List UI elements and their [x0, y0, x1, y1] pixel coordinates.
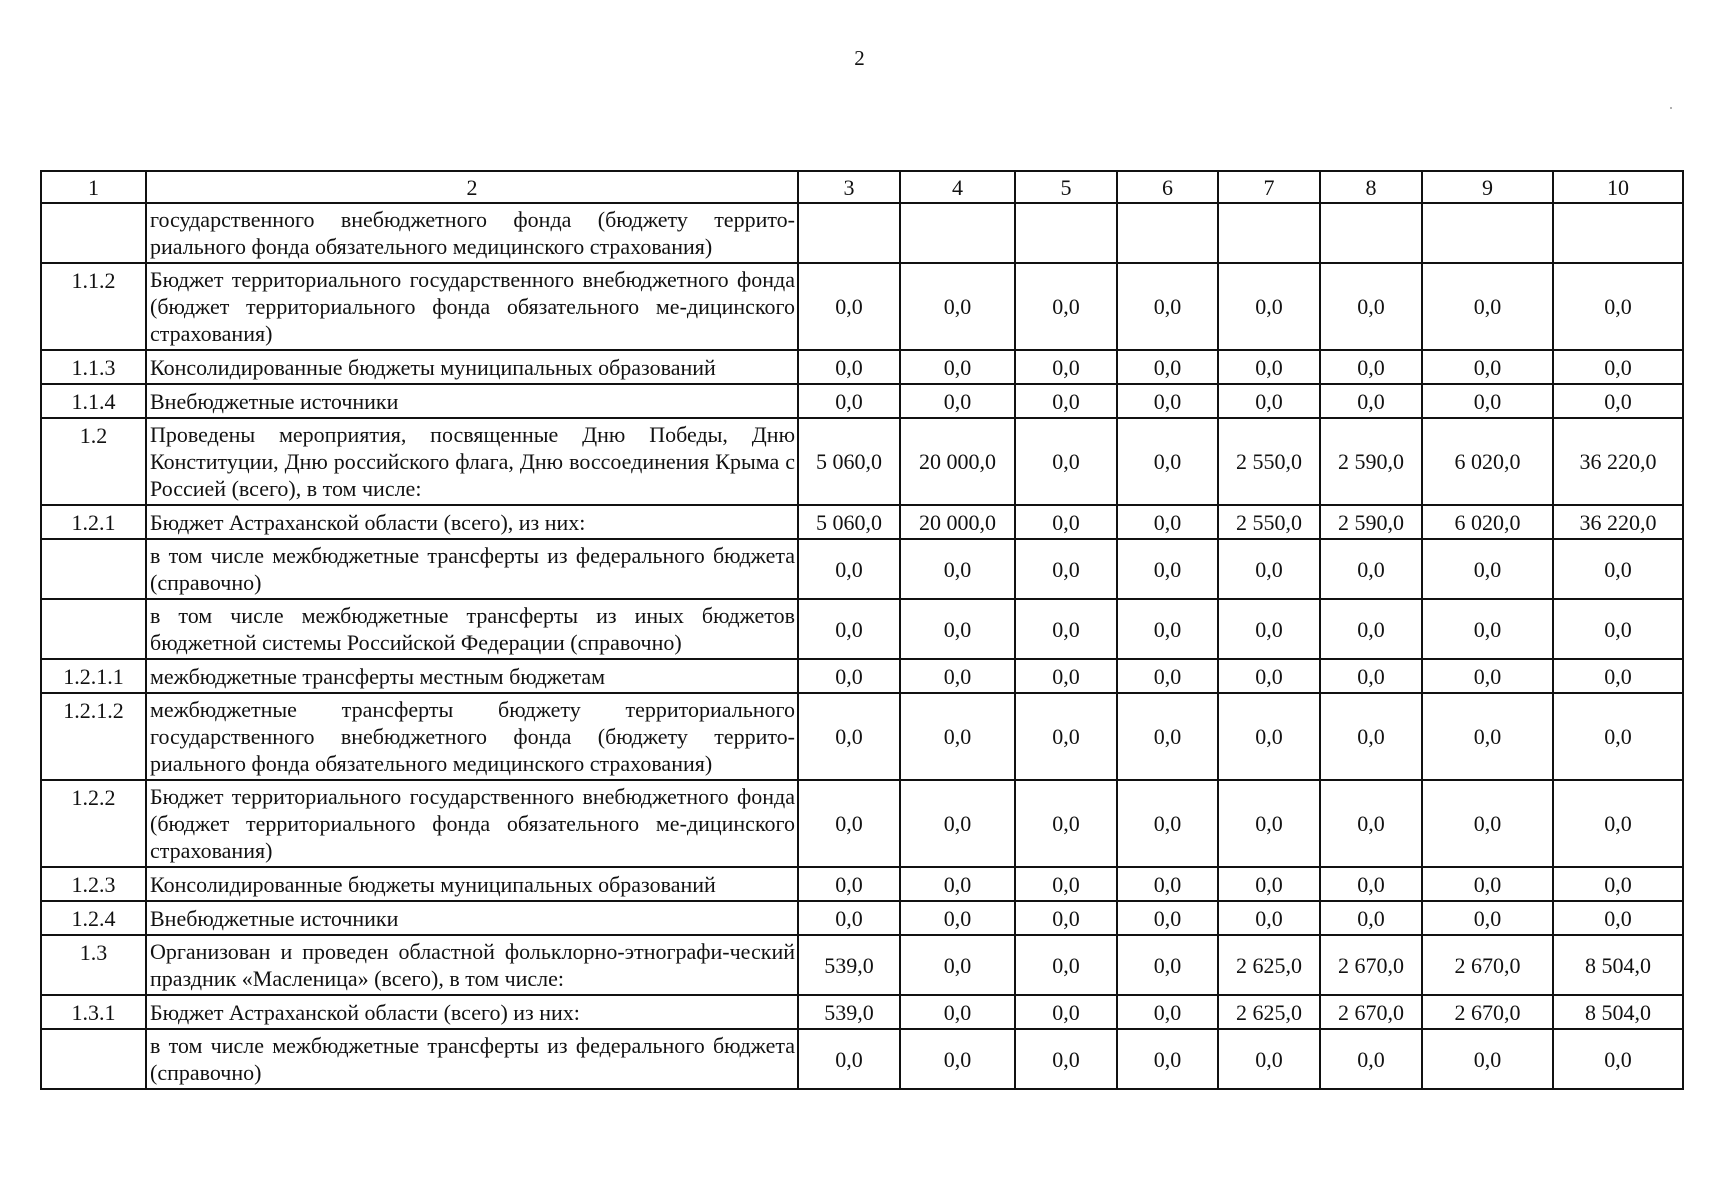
row-value-cell-col3: 5 060,0 — [798, 505, 900, 539]
row-value-cell-col8: 0,0 — [1320, 901, 1422, 935]
row-value-cell-col9: 0,0 — [1422, 599, 1553, 659]
row-value-cell-col4: 20 000,0 — [900, 505, 1015, 539]
row-value-cell-col3: 0,0 — [798, 901, 900, 935]
row-value-cell-col6: 0,0 — [1117, 505, 1218, 539]
row-value-cell-col9: 2 670,0 — [1422, 995, 1553, 1029]
row-value-cell-col5: 0,0 — [1015, 384, 1117, 418]
row-value-cell-col4: 0,0 — [900, 935, 1015, 995]
row-code-cell: 1.3.1 — [41, 995, 146, 1029]
row-description-cell: Внебюджетные источники — [146, 901, 798, 935]
row-value-cell-col6: 0,0 — [1117, 867, 1218, 901]
row-value-cell-col8: 0,0 — [1320, 780, 1422, 867]
row-value-cell-col6: 0,0 — [1117, 418, 1218, 505]
row-value-cell-col3: 0,0 — [798, 384, 900, 418]
row-value-cell-col10: 0,0 — [1553, 693, 1683, 780]
row-description-cell: Консолидированные бюджеты муниципальных образований — [146, 867, 798, 901]
row-value-cell-col8: 2 590,0 — [1320, 505, 1422, 539]
row-value-cell-col7: 0,0 — [1218, 693, 1320, 780]
row-value-cell-col10: 36 220,0 — [1553, 505, 1683, 539]
row-value-cell-col7: 0,0 — [1218, 1029, 1320, 1089]
row-value-cell-col8: 0,0 — [1320, 599, 1422, 659]
row-value-cell-col9: 0,0 — [1422, 350, 1553, 384]
row-value-cell-col7: 2 550,0 — [1218, 505, 1320, 539]
row-value-cell-col4: 0,0 — [900, 659, 1015, 693]
row-code-cell — [41, 1029, 146, 1089]
row-value-cell-col3: 0,0 — [798, 263, 900, 350]
row-value-cell-col10: 0,0 — [1553, 263, 1683, 350]
table-body — [41, 171, 1683, 1089]
row-value-cell-col3 — [798, 203, 900, 263]
row-value-cell-col8: 2 670,0 — [1320, 995, 1422, 1029]
row-value-cell-col6: 0,0 — [1117, 693, 1218, 780]
header-cell: 1 — [41, 171, 146, 203]
row-description-cell: в том числе межбюджетные трансферты из иных бюджетов бюджетной системы Российской Федерации (справочно) — [146, 599, 798, 659]
table-row — [41, 539, 1683, 599]
row-value-cell-col5: 0,0 — [1015, 935, 1117, 995]
row-value-cell-col5: 0,0 — [1015, 901, 1117, 935]
row-value-cell-col10: 0,0 — [1553, 659, 1683, 693]
header-cell: 6 — [1117, 171, 1218, 203]
row-code-cell: 1.3 — [41, 935, 146, 995]
row-code-cell: 1.1.3 — [41, 350, 146, 384]
row-value-cell-col7: 2 625,0 — [1218, 935, 1320, 995]
row-value-cell-col10: 0,0 — [1553, 350, 1683, 384]
row-value-cell-col9 — [1422, 203, 1553, 263]
row-value-cell-col3: 0,0 — [798, 539, 900, 599]
table-row — [41, 780, 1683, 867]
table-row — [41, 995, 1683, 1029]
row-value-cell-col5: 0,0 — [1015, 995, 1117, 1029]
row-value-cell-col4: 0,0 — [900, 599, 1015, 659]
row-value-cell-col10: 0,0 — [1553, 384, 1683, 418]
row-value-cell-col3: 539,0 — [798, 995, 900, 1029]
row-value-cell-col10: 0,0 — [1553, 599, 1683, 659]
row-value-cell-col8: 0,0 — [1320, 384, 1422, 418]
row-value-cell-col3: 0,0 — [798, 1029, 900, 1089]
row-value-cell-col7: 0,0 — [1218, 659, 1320, 693]
row-value-cell-col9: 0,0 — [1422, 659, 1553, 693]
row-description-cell: Консолидированные бюджеты муниципальных образований — [146, 350, 798, 384]
row-description-cell: Бюджет Астраханской области (всего), из них: — [146, 505, 798, 539]
row-value-cell-col7: 0,0 — [1218, 867, 1320, 901]
row-value-cell-col9: 2 670,0 — [1422, 935, 1553, 995]
row-value-cell-col8: 0,0 — [1320, 659, 1422, 693]
row-value-cell-col5: 0,0 — [1015, 780, 1117, 867]
row-code-cell — [41, 203, 146, 263]
table-header-row — [41, 171, 1683, 203]
row-value-cell-col6: 0,0 — [1117, 384, 1218, 418]
row-value-cell-col4: 0,0 — [900, 384, 1015, 418]
table-row — [41, 384, 1683, 418]
row-value-cell-col8: 2 590,0 — [1320, 418, 1422, 505]
table-row — [41, 350, 1683, 384]
row-value-cell-col8: 0,0 — [1320, 539, 1422, 599]
row-value-cell-col8: 0,0 — [1320, 1029, 1422, 1089]
row-value-cell-col7: 0,0 — [1218, 350, 1320, 384]
row-value-cell-col9: 6 020,0 — [1422, 505, 1553, 539]
row-value-cell-col7: 2 550,0 — [1218, 418, 1320, 505]
row-value-cell-col4: 0,0 — [900, 780, 1015, 867]
row-value-cell-col8: 0,0 — [1320, 350, 1422, 384]
row-value-cell-col9: 0,0 — [1422, 384, 1553, 418]
row-value-cell-col9: 0,0 — [1422, 867, 1553, 901]
row-value-cell-col9: 0,0 — [1422, 263, 1553, 350]
row-description-cell: Проведены мероприятия, посвященные Дню Победы, Дню Конституции, Дню российского флага, Дню воссоединения Крыма с Россией (всего), в том числе: — [146, 418, 798, 505]
table-row — [41, 203, 1683, 263]
row-value-cell-col5: 0,0 — [1015, 418, 1117, 505]
table-row — [41, 418, 1683, 505]
row-value-cell-col8: 0,0 — [1320, 693, 1422, 780]
row-description-cell: Организован и проведен областной фольклорно-этнографи-ческий праздник «Масленица» (всего), в том числе: — [146, 935, 798, 995]
header-cell: 7 — [1218, 171, 1320, 203]
row-value-cell-col5: 0,0 — [1015, 599, 1117, 659]
header-cell: 5 — [1015, 171, 1117, 203]
row-description-cell: в том числе межбюджетные трансферты из федерального бюджета (справочно) — [146, 539, 798, 599]
header-cell: 10 — [1553, 171, 1683, 203]
row-value-cell-col4: 0,0 — [900, 901, 1015, 935]
row-value-cell-col9: 0,0 — [1422, 539, 1553, 599]
row-code-cell: 1.2.2 — [41, 780, 146, 867]
row-description-cell: межбюджетные трансферты местным бюджетам — [146, 659, 798, 693]
row-value-cell-col8: 0,0 — [1320, 263, 1422, 350]
row-description-cell: Бюджет Астраханской области (всего) из них: — [146, 995, 798, 1029]
table-row — [41, 1029, 1683, 1089]
row-code-cell: 1.2.1.1 — [41, 659, 146, 693]
table-row — [41, 599, 1683, 659]
table-row — [41, 867, 1683, 901]
row-code-cell: 1.2.1 — [41, 505, 146, 539]
row-value-cell-col6: 0,0 — [1117, 350, 1218, 384]
row-value-cell-col5: 0,0 — [1015, 263, 1117, 350]
row-value-cell-col10: 0,0 — [1553, 901, 1683, 935]
table-row — [41, 693, 1683, 780]
row-value-cell-col5: 0,0 — [1015, 350, 1117, 384]
row-value-cell-col8 — [1320, 203, 1422, 263]
row-value-cell-col10: 0,0 — [1553, 539, 1683, 599]
header-cell: 2 — [146, 171, 798, 203]
row-value-cell-col7: 0,0 — [1218, 780, 1320, 867]
row-value-cell-col9: 6 020,0 — [1422, 418, 1553, 505]
row-value-cell-col10: 0,0 — [1553, 867, 1683, 901]
row-value-cell-col7: 0,0 — [1218, 599, 1320, 659]
row-value-cell-col6: 0,0 — [1117, 263, 1218, 350]
row-code-cell: 1.1.2 — [41, 263, 146, 350]
row-value-cell-col8: 2 670,0 — [1320, 935, 1422, 995]
row-description-cell: межбюджетные трансферты бюджету территориального государственного внебюджетного фонда (бюджету террито-риального фонда обязательного медицинского страхования) — [146, 693, 798, 780]
scan-artifact — [1670, 107, 1672, 109]
row-value-cell-col6: 0,0 — [1117, 995, 1218, 1029]
row-value-cell-col4: 20 000,0 — [900, 418, 1015, 505]
row-value-cell-col6: 0,0 — [1117, 780, 1218, 867]
row-value-cell-col4: 0,0 — [900, 995, 1015, 1029]
row-value-cell-col3: 0,0 — [798, 867, 900, 901]
row-value-cell-col7: 2 625,0 — [1218, 995, 1320, 1029]
row-value-cell-col3: 539,0 — [798, 935, 900, 995]
header-cell: 4 — [900, 171, 1015, 203]
row-value-cell-col3: 0,0 — [798, 599, 900, 659]
row-code-cell: 1.2.3 — [41, 867, 146, 901]
row-value-cell-col6: 0,0 — [1117, 935, 1218, 995]
row-value-cell-col9: 0,0 — [1422, 693, 1553, 780]
row-code-cell: 1.2 — [41, 418, 146, 505]
row-value-cell-col6: 0,0 — [1117, 659, 1218, 693]
table-row — [41, 659, 1683, 693]
row-value-cell-col7 — [1218, 203, 1320, 263]
row-value-cell-col10: 0,0 — [1553, 1029, 1683, 1089]
row-value-cell-col10: 0,0 — [1553, 780, 1683, 867]
row-value-cell-col5: 0,0 — [1015, 505, 1117, 539]
row-value-cell-col6: 0,0 — [1117, 539, 1218, 599]
row-value-cell-col7: 0,0 — [1218, 539, 1320, 599]
header-cell: 3 — [798, 171, 900, 203]
row-value-cell-col9: 0,0 — [1422, 780, 1553, 867]
table-row — [41, 263, 1683, 350]
row-description-cell: государственного внебюджетного фонда (бюджету террито-риального фонда обязательного медицинского страхования) — [146, 203, 798, 263]
row-value-cell-col3: 0,0 — [798, 780, 900, 867]
header-cell: 8 — [1320, 171, 1422, 203]
table-row — [41, 901, 1683, 935]
row-value-cell-col4 — [900, 203, 1015, 263]
row-value-cell-col6: 0,0 — [1117, 599, 1218, 659]
budget-table — [40, 170, 1684, 1090]
row-value-cell-col5: 0,0 — [1015, 693, 1117, 780]
row-description-cell: в том числе межбюджетные трансферты из федерального бюджета (справочно) — [146, 1029, 798, 1089]
row-value-cell-col4: 0,0 — [900, 867, 1015, 901]
row-value-cell-col5: 0,0 — [1015, 659, 1117, 693]
row-value-cell-col5: 0,0 — [1015, 539, 1117, 599]
row-value-cell-col7: 0,0 — [1218, 263, 1320, 350]
row-code-cell: 1.2.1.2 — [41, 693, 146, 780]
row-code-cell: 1.2.4 — [41, 901, 146, 935]
row-value-cell-col10: 8 504,0 — [1553, 935, 1683, 995]
row-value-cell-col3: 5 060,0 — [798, 418, 900, 505]
row-value-cell-col9: 0,0 — [1422, 1029, 1553, 1089]
page-number: 2 — [854, 46, 865, 70]
row-value-cell-col4: 0,0 — [900, 539, 1015, 599]
row-value-cell-col7: 0,0 — [1218, 901, 1320, 935]
row-value-cell-col3: 0,0 — [798, 350, 900, 384]
row-code-cell: 1.1.4 — [41, 384, 146, 418]
table-row — [41, 935, 1683, 995]
row-value-cell-col5: 0,0 — [1015, 867, 1117, 901]
row-value-cell-col7: 0,0 — [1218, 384, 1320, 418]
row-description-cell: Бюджет территориального государственного внебюджетного фонда (бюджет территориального фонда обязательного ме-дицинского страхования) — [146, 780, 798, 867]
row-description-cell: Бюджет территориального государственного внебюджетного фонда (бюджет территориального фонда обязательного ме-дицинского страхования) — [146, 263, 798, 350]
row-value-cell-col6: 0,0 — [1117, 901, 1218, 935]
row-value-cell-col9: 0,0 — [1422, 901, 1553, 935]
row-code-cell — [41, 599, 146, 659]
row-value-cell-col10: 36 220,0 — [1553, 418, 1683, 505]
row-value-cell-col5 — [1015, 203, 1117, 263]
row-value-cell-col6: 0,0 — [1117, 1029, 1218, 1089]
row-code-cell — [41, 539, 146, 599]
row-value-cell-col4: 0,0 — [900, 1029, 1015, 1089]
row-description-cell: Внебюджетные источники — [146, 384, 798, 418]
row-value-cell-col10: 8 504,0 — [1553, 995, 1683, 1029]
row-value-cell-col5: 0,0 — [1015, 1029, 1117, 1089]
row-value-cell-col4: 0,0 — [900, 263, 1015, 350]
row-value-cell-col4: 0,0 — [900, 693, 1015, 780]
row-value-cell-col10 — [1553, 203, 1683, 263]
table-row — [41, 505, 1683, 539]
row-value-cell-col8: 0,0 — [1320, 867, 1422, 901]
header-cell: 9 — [1422, 171, 1553, 203]
row-value-cell-col6 — [1117, 203, 1218, 263]
row-value-cell-col3: 0,0 — [798, 659, 900, 693]
row-value-cell-col3: 0,0 — [798, 693, 900, 780]
row-value-cell-col4: 0,0 — [900, 350, 1015, 384]
